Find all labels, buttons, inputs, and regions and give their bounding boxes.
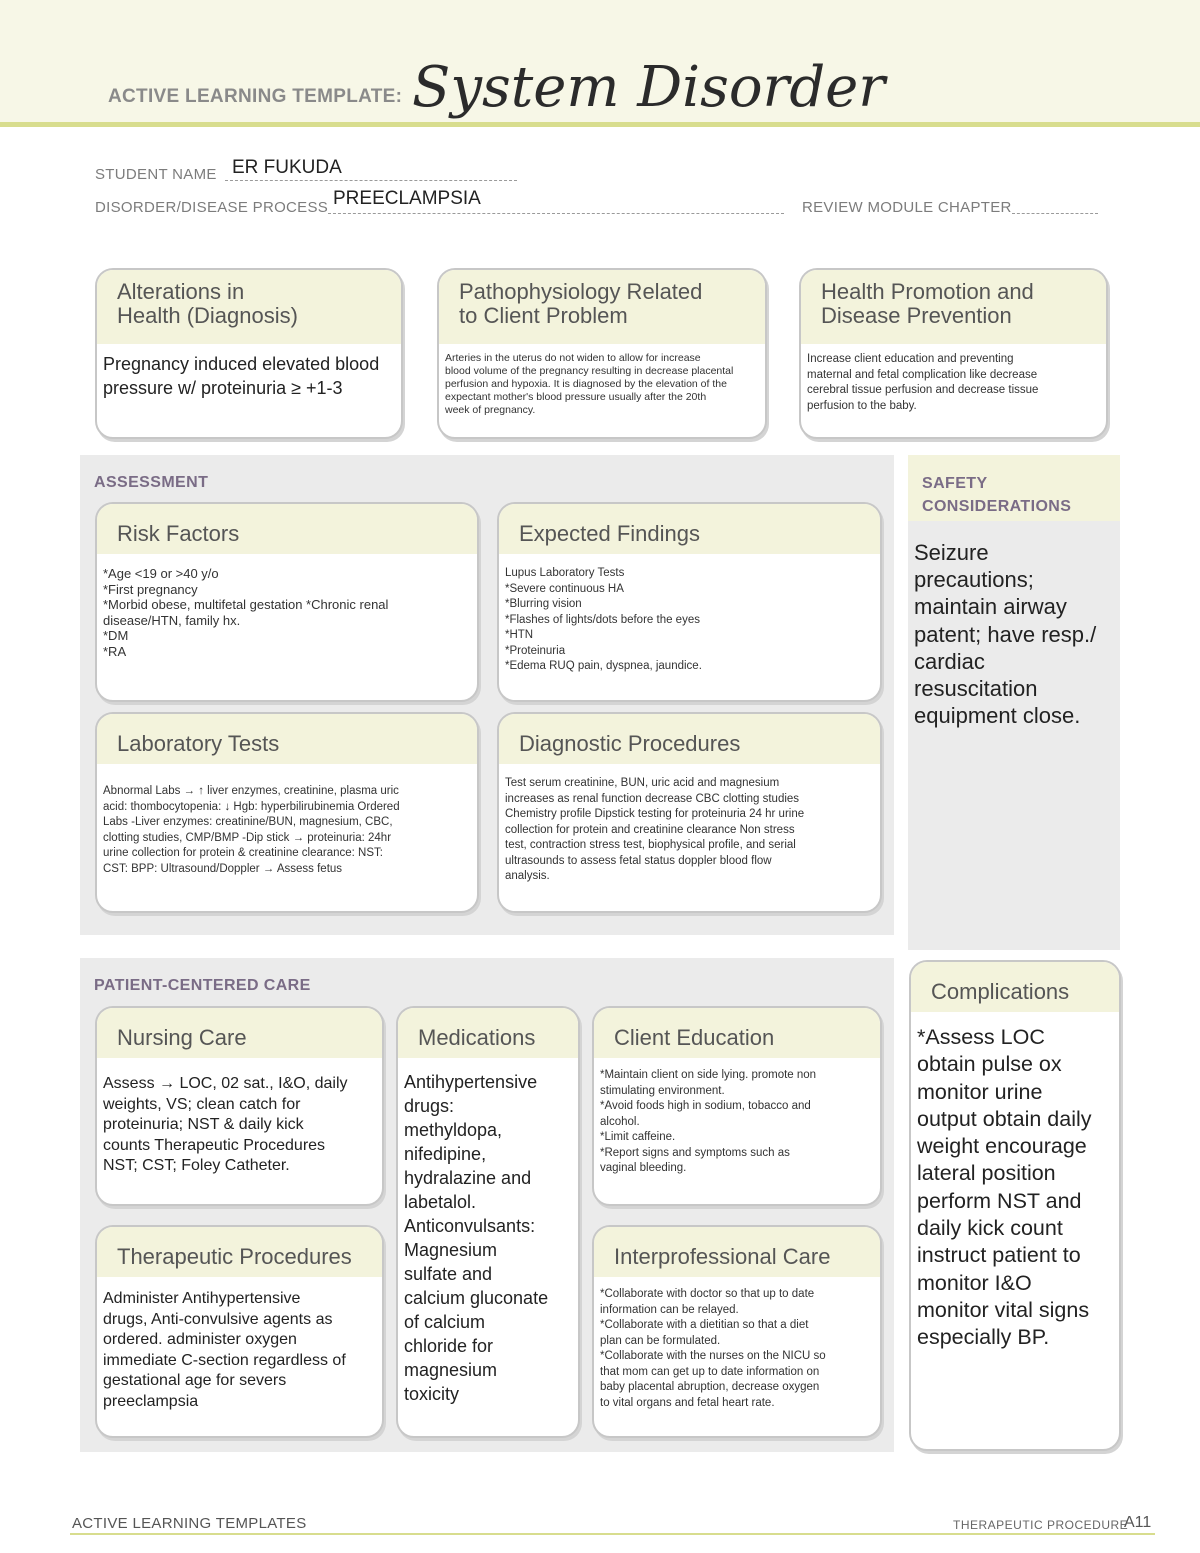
alterations-line-2: pressure w/ proteinuria ≥ +1-3	[103, 378, 343, 398]
medications-body	[398, 1058, 578, 1412]
therapeutic-procedures-title: Therapeutic Procedures	[117, 1244, 352, 1269]
laboratory-tests-line-5: urine collection for protein & creatinine clearance: NST:	[103, 847, 383, 859]
therapeutic-procedures-line-6: preeclampsia	[103, 1392, 199, 1410]
interprofessional-care-line-4: plan can be formulated.	[600, 1334, 721, 1347]
nursing-care-line-4: counts Therapeutic Procedures	[103, 1136, 326, 1154]
nursing-care-line-5: NST; CST; Foley Catheter.	[103, 1157, 290, 1174]
pathophysiology-header	[439, 270, 765, 344]
expected-findings-line-5: *HTN	[505, 629, 534, 641]
health-promotion-header	[801, 270, 1106, 344]
header-rule	[0, 122, 1200, 127]
pathophysiology-line-3: perfusion and hypoxia. It is diagnosed by the elevation of the	[445, 378, 727, 390]
complications-line-10: monitor I&O	[917, 1270, 1032, 1295]
laboratory-tests-body	[97, 764, 477, 883]
safety-line-2: precautions;	[914, 567, 1034, 593]
health-promotion-title-1: Health Promotion and	[821, 279, 1034, 304]
safety-body	[914, 539, 1096, 729]
health-promotion-title-2: Disease Prevention	[821, 303, 1012, 328]
therapeutic-procedures-line-2: drugs, Anti-convulsive agents as	[103, 1310, 333, 1328]
client-education-header	[594, 1008, 880, 1058]
nursing-care-header	[97, 1008, 382, 1058]
footer-left: ACTIVE LEARNING TEMPLATES	[72, 1515, 307, 1532]
therapeutic-procedures-line-4: immediate C-section regardless of	[103, 1351, 346, 1369]
diagnostic-procedures-line-4: collection for protein and creatinine clearance Non stress	[505, 823, 795, 836]
safety-line-3: maintain airway	[914, 594, 1067, 620]
complications-line-9: instruct patient to	[917, 1243, 1081, 1268]
interprofessional-care-box	[592, 1225, 882, 1438]
expected-findings-line-4: *Flashes of lights/dots before the eyes	[505, 613, 700, 626]
footer-label: THERAPEUTIC PROCEDURE	[953, 1518, 1129, 1532]
diagnostic-procedures-body	[499, 764, 880, 891]
expected-findings-body	[499, 554, 880, 681]
diagnostic-procedures-box	[497, 712, 882, 913]
footer-rule	[70, 1533, 1155, 1535]
footer-page: A11	[1124, 1514, 1152, 1531]
laboratory-tests-header	[97, 714, 477, 764]
client-education-line-1: *Maintain client on side lying. promote non	[600, 1069, 817, 1081]
medications-line-11: of calcium	[404, 1312, 486, 1332]
therapeutic-procedures-header	[97, 1227, 382, 1277]
expected-findings-line-1: Lupus Laboratory Tests	[505, 567, 625, 579]
risk-factors-line-3: *Morbid obese, multifetal gestation *Chronic renal	[103, 597, 389, 612]
safety-line-7: equipment close.	[914, 703, 1081, 729]
diagnostic-procedures-line-1: Test serum creatinine, BUN, uric acid and magnesium	[505, 777, 780, 789]
complications-line-3: monitor urine	[917, 1079, 1043, 1104]
complications-line-5: weight encourage	[917, 1134, 1087, 1159]
interprofessional-care-body	[594, 1277, 880, 1417]
medications-title: Medications	[418, 1025, 536, 1050]
laboratory-tests-line-1: Abnormal Labs → ↑ liver enzymes, creatinine, plasma uric	[103, 785, 399, 797]
pathophysiology-line-2: blood volume of the pregnancy resulting in decrease placental	[445, 365, 734, 377]
therapeutic-procedures-box	[95, 1225, 384, 1438]
laboratory-tests-box	[95, 712, 479, 913]
health-promotion-line-3: cerebral tissue perfusion and decrease tissue	[807, 384, 1039, 396]
interprofessional-care-header	[594, 1227, 880, 1277]
medications-line-12: chloride for	[404, 1336, 494, 1356]
complications-body	[911, 1012, 1119, 1358]
safety-line-1: Seizure	[914, 540, 989, 565]
diagnostic-procedures-title: Diagnostic Procedures	[519, 731, 741, 756]
expected-findings-line-2: *Severe continuous HA	[505, 582, 624, 595]
pathophysiology-title-2: to Client Problem	[459, 303, 628, 328]
complications-line-11: monitor vital signs	[917, 1297, 1090, 1322]
pathophysiology-line-1: Arteries in the uterus do not widen to allow for increase	[445, 352, 701, 364]
client-education-line-6: *Report signs and symptoms such as	[600, 1146, 790, 1159]
medications-header	[398, 1008, 578, 1058]
safety-line-4: patent; have resp./	[914, 621, 1097, 647]
expected-findings-title: Expected Findings	[519, 521, 700, 546]
diagnostic-procedures-line-3: Chemistry profile Dipstick testing for proteinuria 24 hr urine	[505, 808, 805, 820]
medications-line-4: nifedipine,	[404, 1144, 487, 1164]
complications-line-12: especially BP.	[917, 1325, 1050, 1350]
medications-box	[396, 1006, 580, 1438]
risk-factors-line-2: *First pregnancy	[103, 581, 198, 597]
medications-line-10: calcium gluconate	[404, 1288, 549, 1308]
nursing-care-line-3: proteinuria; NST & daily kick	[103, 1116, 304, 1133]
alterations-body	[97, 344, 401, 406]
safety-title	[922, 472, 1071, 518]
risk-factors-line-5: *DM	[103, 628, 129, 643]
review-module-label: REVIEW MODULE CHAPTER	[802, 199, 1012, 216]
health-promotion-line-4: perfusion to the baby.	[807, 399, 917, 412]
pathophysiology-body	[439, 344, 765, 423]
interprofessional-care-line-8: to vital organs and fetal heart rate.	[600, 1396, 775, 1409]
client-education-line-5: *Limit caffeine.	[600, 1131, 676, 1143]
alterations-title-2: Health (Diagnosis)	[117, 303, 298, 328]
laboratory-tests-line-2: acid: thombocytopenia: ↓ Hgb: hyperbilirubinemia Ordered	[103, 800, 400, 813]
disorder-label: DISORDER/DISEASE PROCESS	[95, 199, 329, 216]
medications-line-8: Magnesium	[404, 1240, 498, 1260]
laboratory-tests-line-3: Labs -Liver enzymes: creatinine/BUN, magnesium, CBC,	[103, 816, 393, 828]
medications-line-14: toxicity	[404, 1384, 460, 1404]
complications-box	[909, 960, 1121, 1451]
risk-factors-body	[97, 554, 477, 665]
disorder-underline	[328, 213, 784, 214]
medications-line-13: magnesium	[404, 1360, 498, 1380]
interprofessional-care-line-3: *Collaborate with a dietitian so that a diet	[600, 1319, 809, 1331]
alterations-header	[97, 270, 401, 344]
risk-factors-line-6: *RA	[103, 643, 127, 659]
interprofessional-care-line-2: information can be relayed.	[600, 1303, 739, 1316]
safety-title-2: CONSIDERATIONS	[922, 498, 1072, 515]
patient-centered-care-title: PATIENT-CENTERED CARE	[94, 977, 311, 994]
expected-findings-header	[499, 504, 880, 554]
student-name-value[interactable]: ER FUKUDA	[232, 157, 342, 178]
nursing-care-line-1: Assess → LOC, 02 sat., I&O, daily	[103, 1075, 348, 1092]
interprofessional-care-line-5: *Collaborate with the nurses on the NICU so	[600, 1350, 826, 1362]
complications-line-4: output obtain daily	[917, 1106, 1092, 1131]
review-module-underline[interactable]	[1012, 213, 1098, 214]
health-promotion-box	[799, 268, 1108, 439]
interprofessional-care-title: Interprofessional Care	[614, 1244, 831, 1269]
health-promotion-line-2: maternal and fetal complication like decrease	[807, 368, 1038, 381]
laboratory-tests-title: Laboratory Tests	[117, 731, 280, 756]
health-promotion-line-1: Increase client education and preventing	[807, 353, 1014, 365]
expected-findings-line-7: *Edema RUQ pain, dyspnea, jaundice.	[505, 660, 702, 672]
student-name-underline	[225, 180, 517, 181]
health-promotion-body	[801, 344, 1106, 420]
client-education-box	[592, 1006, 882, 1206]
client-education-body	[594, 1058, 880, 1183]
safety-line-5: cardiac	[914, 648, 985, 674]
complications-line-7: perform NST and	[917, 1188, 1082, 1213]
nursing-care-box	[95, 1006, 384, 1206]
pathophysiology-box	[437, 268, 767, 439]
safety-line-6: resuscitation	[914, 676, 1038, 702]
complications-header	[911, 962, 1119, 1012]
alterations-line-1: Pregnancy induced elevated blood	[103, 354, 380, 374]
risk-factors-box	[95, 502, 479, 702]
medications-line-1: Antihypertensive	[404, 1072, 538, 1092]
complications-title: Complications	[931, 979, 1070, 1004]
risk-factors-header	[97, 504, 477, 554]
expected-findings-line-6: *Proteinuria	[505, 644, 566, 657]
expected-findings-box	[497, 502, 882, 702]
nursing-care-body	[97, 1058, 382, 1183]
medications-line-9: sulfate and	[404, 1264, 493, 1284]
interprofessional-care-line-7: baby placental abruption, decrease oxygen	[600, 1381, 820, 1393]
laboratory-tests-line-4: clotting studies, CMP/BMP -Dip stick → proteinuria: 24hr	[103, 831, 392, 844]
pathophysiology-line-4: expectant mother's blood pressure usually after the 20th	[445, 391, 707, 403]
medications-line-3: methyldopa,	[404, 1120, 503, 1140]
medications-line-6: labetalol.	[404, 1192, 477, 1212]
alterations-title-1: Alterations in	[117, 279, 245, 304]
assessment-title: ASSESSMENT	[94, 474, 209, 491]
risk-factors-title: Risk Factors	[117, 521, 240, 546]
expected-findings-line-3: *Blurring vision	[505, 598, 582, 610]
diagnostic-procedures-header	[499, 714, 880, 764]
therapeutic-procedures-line-5: gestational age for severs	[103, 1372, 287, 1389]
diagnostic-procedures-line-5: test, contraction stress test, biophysical profile, and serial	[505, 839, 796, 851]
client-education-line-3: *Avoid foods high in sodium, tobacco and	[600, 1100, 811, 1112]
therapeutic-procedures-line-1: Administer Antihypertensive	[103, 1290, 301, 1307]
complications-line-8: daily kick count	[917, 1216, 1063, 1241]
laboratory-tests-line-6: CST: BPP: Ultrasound/Doppler → Assess fetus	[103, 862, 343, 875]
complications-line-6: lateral position	[917, 1161, 1056, 1186]
pathophysiology-line-5: week of pregnancy.	[445, 404, 536, 416]
therapeutic-procedures-body	[97, 1277, 382, 1418]
complications-line-2: obtain pulse ox	[917, 1052, 1062, 1077]
risk-factors-line-1: *Age <19 or >40 y/o	[103, 566, 219, 581]
medications-line-2: drugs:	[404, 1096, 455, 1116]
template-title: System Disorder	[412, 55, 886, 120]
medications-line-7: Anticonvulsants:	[404, 1216, 536, 1236]
nursing-care-line-2: weights, VS; clean catch for	[103, 1095, 301, 1113]
pathophysiology-title-1: Pathophysiology Related	[459, 279, 703, 304]
client-education-line-4: alcohol.	[600, 1115, 640, 1128]
therapeutic-procedures-line-3: ordered. administer oxygen	[103, 1331, 297, 1348]
template-label: ACTIVE LEARNING TEMPLATE:	[108, 86, 403, 107]
nursing-care-title: Nursing Care	[117, 1025, 247, 1050]
diagnostic-procedures-line-2: increases as renal function decrease CBC clotting studies	[505, 792, 800, 805]
safety-title-1: SAFETY	[922, 475, 988, 492]
complications-line-1: *Assess LOC	[917, 1025, 1045, 1049]
client-education-line-2: stimulating environment.	[600, 1084, 725, 1097]
client-education-title: Client Education	[614, 1025, 775, 1050]
risk-factors-line-4: disease/HTN, family hx.	[103, 612, 241, 628]
medications-line-5: hydralazine and	[404, 1168, 532, 1188]
diagnostic-procedures-line-6: ultrasounds to assess fetal status doppler blood flow	[505, 854, 772, 867]
diagnostic-procedures-line-7: analysis.	[505, 870, 550, 882]
interprofessional-care-line-1: *Collaborate with doctor so that up to date	[600, 1288, 815, 1300]
student-name-label: STUDENT NAME	[95, 166, 217, 183]
interprofessional-care-line-6: that mom can get up to date information on	[600, 1365, 820, 1378]
disorder-value[interactable]: PREECLAMPSIA	[333, 188, 481, 209]
client-education-line-7: vaginal bleeding.	[600, 1162, 687, 1174]
alterations-box	[95, 268, 403, 439]
